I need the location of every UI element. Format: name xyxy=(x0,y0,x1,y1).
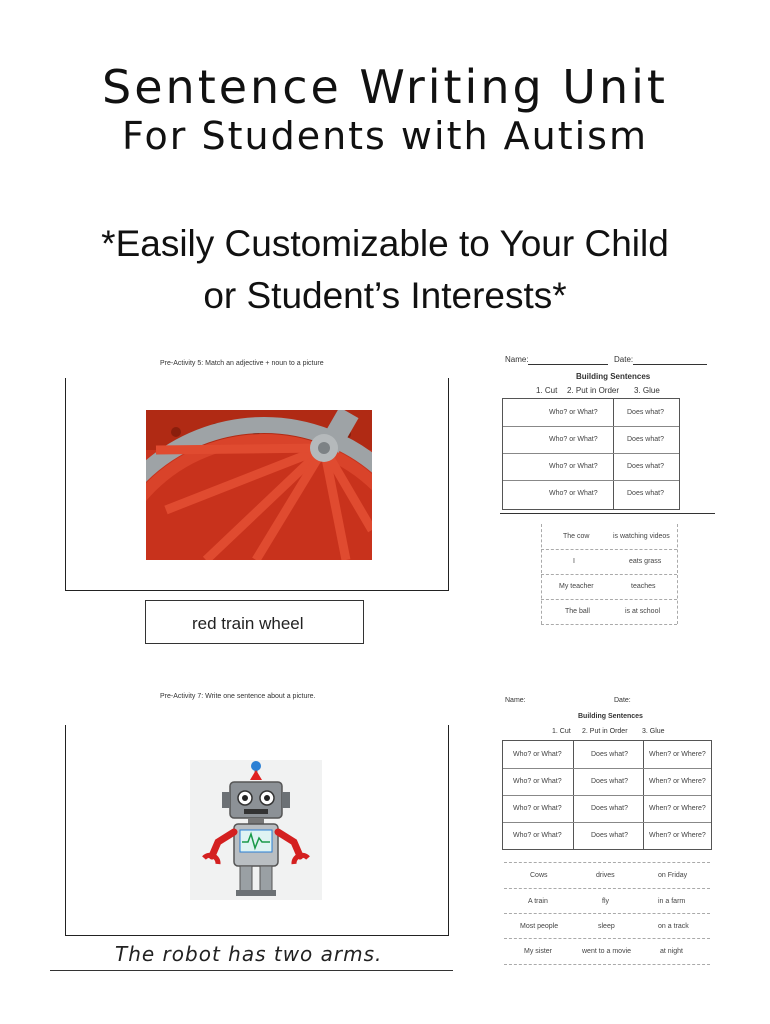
subtitle-line-1: *Easily Customizable to Your Child xyxy=(101,223,669,264)
activity-instruction: Pre-Activity 5: Match an adjective + noun to a picture xyxy=(160,360,324,367)
train-wheel-icon xyxy=(146,410,372,560)
cutout-strips xyxy=(504,862,710,964)
cut-divider xyxy=(500,513,715,514)
cutout-word: The ball xyxy=(565,608,590,615)
cutout-word: Cows xyxy=(530,872,548,879)
table-cell: Who? or What? xyxy=(513,778,562,785)
cutout-word: fly xyxy=(602,898,609,905)
table-cell: Who? or What? xyxy=(513,805,562,812)
cutout-word: My sister xyxy=(524,948,552,955)
cutout-word: in a farm xyxy=(658,898,686,905)
table-cell: Does what? xyxy=(627,463,664,470)
cutout-strips xyxy=(541,524,677,624)
sentence-table xyxy=(502,398,680,510)
cutout-word: My teacher xyxy=(559,583,594,590)
subtitle-line-2: or Student’s Interests* xyxy=(203,275,567,316)
table-cell: Who? or What? xyxy=(513,751,562,758)
cutout-word: I xyxy=(573,558,575,565)
step-cut: 1. Cut xyxy=(536,386,558,395)
worksheet-heading: Building Sentences xyxy=(578,713,643,720)
table-cell: Who? or What? xyxy=(549,436,598,443)
cutout-word: sleep xyxy=(598,923,615,930)
cutout-word: eats grass xyxy=(629,558,662,565)
table-cell: Does what? xyxy=(591,832,628,839)
worksheet-heading: Building Sentences xyxy=(576,372,651,381)
cutout-word: on Friday xyxy=(658,872,688,879)
name-line xyxy=(528,364,608,365)
name-label: Name: xyxy=(505,355,529,364)
table-cell: Who? or What? xyxy=(513,832,562,839)
cutout-word: at night xyxy=(660,948,683,955)
subtitle xyxy=(20,218,750,322)
table-cell: Does what? xyxy=(627,436,664,443)
page-title-secondary: For Students with Autism xyxy=(122,114,648,158)
table-cell: Who? or What? xyxy=(549,463,598,470)
adjective-noun-label-box xyxy=(145,600,364,644)
table-cell: When? or Where? xyxy=(649,805,706,812)
table-cell: Who? or What? xyxy=(549,490,598,497)
cutout-word: is at school xyxy=(625,608,661,615)
cutout-word: is watching videos xyxy=(613,533,670,540)
table-cell: When? or Where? xyxy=(649,751,706,758)
date-label: Date: xyxy=(614,697,631,704)
date-line xyxy=(633,364,707,365)
cutout-word: The cow xyxy=(563,533,590,540)
table-cell: When? or Where? xyxy=(649,832,706,839)
cutout-word: teaches xyxy=(631,583,656,590)
table-cell: Does what? xyxy=(591,751,628,758)
cutout-word: on a track xyxy=(658,923,689,930)
writing-line xyxy=(50,970,453,971)
table-cell: Who? or What? xyxy=(549,409,598,416)
robot-sentence: The robot has two arms. xyxy=(115,942,383,966)
cutout-word: A train xyxy=(528,898,548,905)
table-cell: Does what? xyxy=(591,778,628,785)
robot-illustration xyxy=(190,760,322,900)
date-label: Date: xyxy=(614,355,634,364)
step-order: 2. Put in Order xyxy=(567,386,620,395)
table-cell: When? or Where? xyxy=(649,778,706,785)
sentence-table xyxy=(502,740,712,850)
table-cell: Does what? xyxy=(591,805,628,812)
cutout-word: drives xyxy=(596,872,615,879)
cutout-word: went to a movie xyxy=(582,948,632,955)
step-order: 2. Put in Order xyxy=(582,728,628,735)
page-title: Sentence Writing Unit xyxy=(102,60,668,114)
step-glue: 3. Glue xyxy=(634,386,660,395)
table-cell: Does what? xyxy=(627,490,664,497)
name-label: Name: xyxy=(505,697,526,704)
step-glue: 3. Glue xyxy=(642,728,665,735)
step-cut: 1. Cut xyxy=(552,728,571,735)
robot-icon xyxy=(190,760,322,900)
activity-instruction: Pre-Activity 7: Write one sentence about a picture. xyxy=(160,693,316,700)
adjective-noun-label: red train wheel xyxy=(192,614,304,633)
table-cell: Does what? xyxy=(627,409,664,416)
cutout-word: Most people xyxy=(520,923,559,930)
train-wheel-photo xyxy=(146,410,372,560)
